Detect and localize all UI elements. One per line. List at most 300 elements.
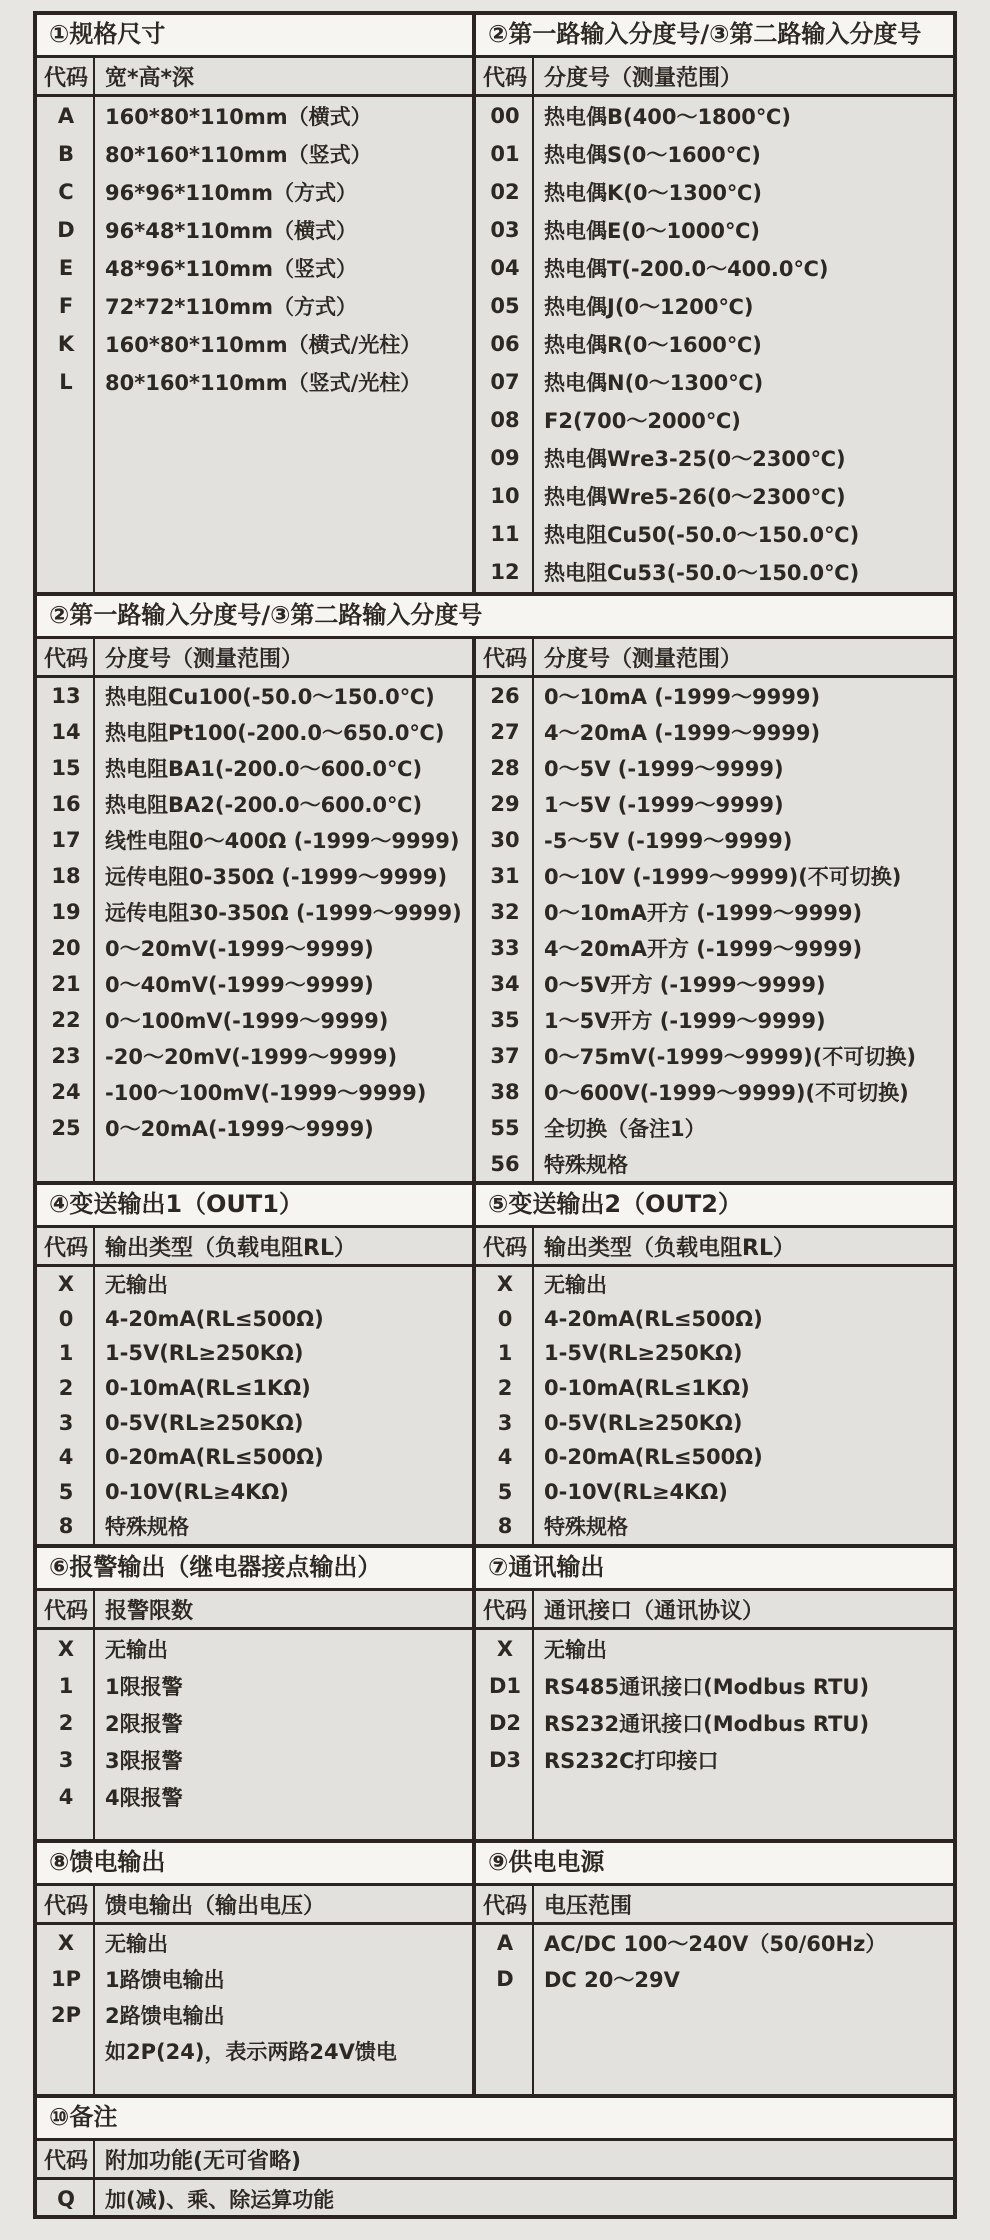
desc-cell: 热电偶J(0～1200℃) — [544, 295, 754, 319]
desc-cell: 热电偶K(0～1300℃) — [544, 181, 762, 205]
code-cell: 27 — [490, 720, 520, 744]
code-cell: 13 — [51, 684, 81, 708]
code-cell: X — [496, 1636, 514, 1661]
code-cell: 8 — [497, 1514, 513, 1539]
code-cell: 4 — [58, 1784, 74, 1809]
col-header-code: 代码 — [43, 1598, 88, 1624]
section-input-mid-right — [472, 639, 953, 1181]
block-alarm-and-comm — [37, 1544, 953, 1839]
desc-cell: 无输出 — [105, 1932, 168, 1956]
desc-cell: 72*72*110mm（方式） — [105, 295, 358, 319]
desc-cell: RS485通讯接口(Modbus RTU) — [544, 1674, 870, 1699]
code-cell: 21 — [51, 972, 81, 996]
desc-cell: 热电阻BA2(-200.0～600.0℃) — [105, 793, 423, 817]
col-header-code: 代码 — [43, 1235, 88, 1261]
desc-cell: 热电阻Pt100(-200.0～650.0℃) — [105, 721, 445, 745]
col-header-desc: 宽*高*深 — [105, 65, 195, 91]
section-alarm — [37, 1548, 472, 1839]
input-mid-left-table — [37, 639, 472, 1181]
table-row — [37, 1925, 472, 1961]
table-row — [476, 439, 953, 477]
desc-cell: 特殊规格 — [105, 1515, 189, 1540]
section-out1-title: ④变送输出1（OUT1） — [37, 1185, 472, 1228]
table-row — [476, 1110, 953, 1146]
code-cell: 34 — [490, 972, 520, 996]
table-row — [37, 1371, 472, 1406]
desc-cell: 无输出 — [544, 1273, 607, 1298]
section-power — [472, 1843, 953, 2094]
section-out2-title: ⑤变送输出2（OUT2） — [476, 1185, 953, 1228]
col-header-code: 代码 — [43, 1893, 88, 1919]
desc-cell: 0～10V (-1999～9999)(不可切换) — [544, 865, 902, 889]
table-row — [37, 1475, 472, 1510]
code-cell: 14 — [51, 720, 81, 744]
table-row — [476, 1302, 953, 1337]
code-cell: 2 — [58, 1376, 74, 1401]
table-row — [476, 363, 953, 401]
table-row — [37, 678, 472, 714]
table-row — [476, 1038, 953, 1074]
table-body — [37, 2180, 953, 2215]
desc-cell: AC/DC 100～240V（50/60Hz） — [544, 1932, 887, 1956]
desc-cell: 0～40mV(-1999～9999) — [105, 973, 374, 997]
code-cell: Q — [57, 2187, 75, 2211]
desc-cell: 无输出 — [105, 1273, 168, 1298]
section-feed-title: ⑧馈电输出 — [37, 1843, 472, 1886]
table-header — [476, 1591, 953, 1630]
col-header-code: 代码 — [482, 1598, 527, 1624]
block-feed-and-power — [37, 1839, 953, 2094]
code-cell: D3 — [488, 1747, 522, 1772]
desc-cell: 远传电阻0-350Ω (-1999～9999) — [105, 865, 448, 889]
code-cell: 31 — [490, 864, 520, 888]
desc-cell: 如2P(24)，表示两路24V馈电 — [105, 2040, 397, 2064]
code-cell: 15 — [51, 756, 81, 780]
table-body — [37, 1630, 472, 1839]
code-cell: 1P — [50, 1967, 81, 1991]
code-cell: 35 — [490, 1008, 520, 1032]
desc-cell: 1-5V(RL≥250KΩ) — [544, 1341, 743, 1366]
table-row — [37, 325, 472, 363]
code-cell: C — [58, 180, 74, 204]
section-alarm-title: ⑥报警输出（继电器接点输出） — [37, 1548, 472, 1591]
table-body — [476, 1630, 953, 1839]
desc-cell: 热电偶Wre3-25(0～2300℃) — [544, 447, 846, 471]
table-row — [37, 1440, 472, 1475]
code-cell: 07 — [490, 370, 520, 394]
code-cell: E — [58, 256, 74, 280]
desc-cell: 0～75mV(-1999～9999)(不可切换) — [544, 1045, 916, 1069]
table-row — [37, 1741, 472, 1778]
col-header-code: 代码 — [43, 646, 88, 672]
ordering-code-sheet — [33, 11, 957, 2219]
table-header — [37, 1591, 472, 1630]
table-body — [37, 1267, 472, 1544]
section-spec — [37, 15, 472, 592]
desc-cell: 全切换（备注1） — [544, 1117, 706, 1141]
feed-table — [37, 1886, 472, 2094]
table-row — [476, 211, 953, 249]
section-notes-title: ⑩备注 — [37, 2098, 953, 2141]
table-row — [37, 1997, 472, 2033]
code-cell: 23 — [51, 1044, 81, 1068]
table-row — [37, 930, 472, 966]
code-cell: X — [57, 1272, 75, 1297]
desc-cell: 热电偶E(0～1000℃) — [544, 219, 761, 243]
desc-cell: 热电偶T(-200.0～400.0℃) — [544, 257, 829, 281]
table-row — [37, 1002, 472, 1038]
table-header — [476, 58, 953, 97]
desc-cell: 80*160*110mm（竖式/光柱） — [105, 371, 422, 395]
table-header — [37, 1228, 472, 1267]
table-header — [37, 2141, 953, 2180]
table-row — [476, 930, 953, 966]
desc-cell: 2限报警 — [105, 1711, 183, 1736]
block-input-continued — [37, 592, 953, 1181]
desc-cell: 2路馈电输出 — [105, 2004, 225, 2028]
code-cell: L — [59, 370, 73, 394]
table-row — [476, 858, 953, 894]
desc-cell: 热电阻Cu50(-50.0～150.0℃) — [544, 523, 860, 547]
section-out1 — [37, 1185, 472, 1544]
code-cell: 04 — [490, 256, 520, 280]
table-row — [37, 1267, 472, 1302]
table-row — [476, 966, 953, 1002]
power-table — [476, 1886, 953, 2094]
table-header — [37, 1886, 472, 1925]
table-header — [37, 58, 472, 97]
desc-cell: 热电阻BA1(-200.0～600.0℃) — [105, 757, 423, 781]
code-cell: D2 — [488, 1710, 522, 1735]
table-row — [476, 1405, 953, 1440]
code-cell: 32 — [490, 900, 520, 924]
code-cell: 01 — [490, 142, 520, 166]
table-row — [37, 894, 472, 930]
table-row — [476, 325, 953, 363]
desc-cell: 0～5V开方 (-1999～9999) — [544, 973, 826, 997]
table-row — [476, 1146, 953, 1181]
table-row — [476, 894, 953, 930]
col-header-desc: 报警限数 — [105, 1598, 194, 1624]
section-power-title: ⑨供电电源 — [476, 1843, 953, 1886]
code-cell: X — [496, 1272, 514, 1297]
table-row — [37, 1110, 472, 1146]
table-row — [476, 1002, 953, 1038]
desc-cell: 3限报警 — [105, 1748, 183, 1773]
section-out2 — [472, 1185, 953, 1544]
table-row — [476, 678, 953, 714]
code-cell: 38 — [490, 1080, 520, 1104]
code-cell: 02 — [490, 180, 520, 204]
table-header — [37, 639, 472, 678]
table-body — [476, 97, 953, 592]
desc-cell: 0-10V(RL≥4KΩ) — [105, 1479, 289, 1504]
code-cell: 1 — [497, 1341, 513, 1366]
table-row — [476, 1509, 953, 1544]
code-cell: 56 — [490, 1152, 520, 1176]
table-row — [37, 2180, 953, 2215]
out2-table — [476, 1228, 953, 1544]
section-spec-table — [37, 58, 472, 592]
table-row — [476, 1630, 953, 1667]
alarm-table — [37, 1591, 472, 1839]
code-cell: 33 — [490, 936, 520, 960]
table-row — [37, 1405, 472, 1440]
col-header-desc: 附加功能(无可省略) — [105, 2148, 302, 2174]
table-body — [37, 97, 472, 592]
table-row — [476, 786, 953, 822]
code-cell: 25 — [51, 1116, 81, 1140]
desc-cell: RS232通讯接口(Modbus RTU) — [544, 1711, 870, 1736]
desc-cell: 热电偶N(0～1300℃) — [544, 371, 764, 395]
code-cell: D — [57, 218, 75, 242]
desc-cell: 160*80*110mm（横式） — [105, 105, 372, 129]
desc-cell: 线性电阻0～400Ω (-1999～9999) — [105, 829, 460, 853]
desc-cell: 4～20mA开方 (-1999～9999) — [544, 937, 863, 961]
desc-cell: 0-5V(RL≥250KΩ) — [105, 1410, 304, 1435]
col-header-desc: 通讯接口（通讯协议） — [544, 1598, 765, 1624]
table-row — [37, 786, 472, 822]
table-header — [476, 1228, 953, 1267]
code-cell: 8 — [58, 1514, 74, 1539]
table-row — [476, 1704, 953, 1741]
desc-cell: 1～5V (-1999～9999) — [544, 793, 784, 817]
table-row — [37, 750, 472, 786]
desc-cell: -20～20mV(-1999～9999) — [105, 1045, 398, 1069]
col-header-desc: 分度号（测量范围） — [544, 646, 743, 672]
section-input-top — [472, 15, 953, 592]
desc-cell: 0～5V (-1999～9999) — [544, 757, 784, 781]
code-cell: 09 — [490, 446, 520, 470]
desc-cell: 1～5V开方 (-1999～9999) — [544, 1009, 826, 1033]
table-row — [37, 822, 472, 858]
out1-table — [37, 1228, 472, 1544]
code-cell: A — [496, 1931, 514, 1955]
col-header-code: 代码 — [482, 646, 527, 672]
table-row — [37, 211, 472, 249]
col-header-code: 代码 — [482, 65, 527, 91]
table-row — [37, 363, 472, 401]
table-row — [476, 1475, 953, 1510]
table-body — [476, 1267, 953, 1544]
desc-cell: 0～600V(-1999～9999)(不可切换) — [544, 1081, 909, 1105]
desc-cell: 1路馈电输出 — [105, 1968, 225, 1992]
code-cell: 0 — [58, 1306, 74, 1331]
code-cell: 4 — [497, 1445, 513, 1470]
table-row — [476, 135, 953, 173]
desc-cell: 热电偶R(0～1600℃) — [544, 333, 762, 357]
block-spec-and-input — [37, 15, 953, 592]
code-cell: B — [57, 142, 74, 166]
code-cell: 5 — [497, 1479, 513, 1504]
table-row — [476, 1667, 953, 1704]
desc-cell: 热电阻Cu53(-50.0～150.0℃) — [544, 561, 860, 585]
table-row — [476, 714, 953, 750]
comm-table — [476, 1591, 953, 1839]
table-row — [476, 173, 953, 211]
table-body — [37, 678, 472, 1181]
code-cell: F — [58, 294, 74, 318]
desc-cell: 特殊规格 — [544, 1153, 628, 1177]
desc-cell: 0～100mV(-1999～9999) — [105, 1009, 389, 1033]
code-cell: 03 — [490, 218, 520, 242]
table-row — [37, 1704, 472, 1741]
desc-cell: 1-5V(RL≥250KΩ) — [105, 1341, 304, 1366]
code-cell: 4 — [58, 1445, 74, 1470]
desc-cell: 0-10mA(RL≤1KΩ) — [105, 1376, 311, 1401]
table-row — [37, 1038, 472, 1074]
code-cell: 37 — [490, 1044, 520, 1068]
desc-cell: -100～100mV(-1999～9999) — [105, 1081, 427, 1105]
table-body — [476, 678, 953, 1181]
table-row — [476, 477, 953, 515]
table-row — [476, 1074, 953, 1110]
code-cell: 2 — [497, 1376, 513, 1401]
code-cell: 1 — [58, 1673, 74, 1698]
table-row — [476, 515, 953, 553]
col-header-desc: 电压范围 — [544, 1893, 633, 1919]
table-row — [37, 1667, 472, 1704]
code-cell: X — [57, 1636, 75, 1661]
input-mid-right-table — [476, 639, 953, 1181]
desc-cell: 0～10mA开方 (-1999～9999) — [544, 901, 863, 925]
code-cell: 22 — [51, 1008, 81, 1032]
table-row — [37, 966, 472, 1002]
desc-cell: 4～20mA (-1999～9999) — [544, 721, 821, 745]
table-row — [476, 1961, 953, 1997]
desc-cell: 无输出 — [544, 1637, 607, 1662]
table-header — [476, 639, 953, 678]
desc-cell: 特殊规格 — [544, 1515, 628, 1540]
table-row — [476, 401, 953, 439]
code-cell: 2P — [50, 2003, 81, 2027]
desc-cell: 热电偶Wre5-26(0～2300℃) — [544, 485, 846, 509]
code-cell: 17 — [51, 828, 81, 852]
desc-cell: 热电偶B(400～1800℃) — [544, 105, 791, 129]
table-row — [37, 1302, 472, 1337]
section-spec-title: ①规格尺寸 — [37, 15, 472, 58]
desc-cell: -5～5V (-1999～9999) — [544, 829, 793, 853]
col-header-code: 代码 — [482, 1893, 527, 1919]
desc-cell: 1限报警 — [105, 1674, 183, 1699]
table-row — [37, 1074, 472, 1110]
code-cell: 5 — [58, 1479, 74, 1504]
code-cell: 19 — [51, 900, 81, 924]
section-feed — [37, 1843, 472, 2094]
desc-cell: 加(减)、乘、除运算功能 — [105, 2188, 335, 2212]
desc-cell: 160*80*110mm（横式/光柱） — [105, 333, 422, 357]
col-header-code: 代码 — [482, 1235, 527, 1261]
code-cell: 3 — [497, 1410, 513, 1435]
table-row — [37, 287, 472, 325]
desc-cell: 96*48*110mm（横式） — [105, 219, 358, 243]
code-cell: A — [57, 104, 75, 128]
desc-cell: 热电阻Cu100(-50.0～150.0℃) — [105, 685, 435, 709]
table-row — [476, 97, 953, 135]
desc-cell: 无输出 — [105, 1637, 168, 1662]
desc-cell: 0～20mV(-1999～9999) — [105, 937, 374, 961]
code-cell: D — [496, 1967, 514, 1991]
table-row — [37, 1336, 472, 1371]
code-cell: X — [57, 1931, 75, 1955]
table-row — [476, 249, 953, 287]
code-cell: 05 — [490, 294, 520, 318]
desc-cell: 4-20mA(RL≤500Ω) — [105, 1306, 324, 1331]
code-cell: 10 — [490, 484, 520, 508]
code-cell: D1 — [488, 1673, 522, 1698]
code-cell: 26 — [490, 684, 520, 708]
col-header-desc: 输出类型（负载电阻RL） — [105, 1235, 356, 1261]
col-header-code: 代码 — [43, 2148, 88, 2174]
table-row — [476, 1267, 953, 1302]
table-row — [476, 1336, 953, 1371]
desc-cell: 48*96*110mm（竖式） — [105, 257, 358, 281]
section-input-mid-left — [37, 639, 472, 1181]
table-row — [37, 97, 472, 135]
desc-cell: DC 20～29V — [544, 1968, 680, 1992]
col-header-code: 代码 — [43, 65, 88, 91]
table-row — [476, 1440, 953, 1475]
code-cell: 24 — [51, 1080, 81, 1104]
desc-cell: F2(700～2000℃) — [544, 409, 741, 433]
code-cell: 3 — [58, 1410, 74, 1435]
table-row — [37, 1509, 472, 1544]
table-body — [37, 1925, 472, 2094]
table-row — [37, 714, 472, 750]
table-row — [476, 1925, 953, 1961]
notes-table — [37, 2141, 953, 2215]
desc-cell: 80*160*110mm（竖式） — [105, 143, 372, 167]
col-header-desc: 输出类型（负载电阻RL） — [544, 1235, 795, 1261]
desc-cell: 0～10mA (-1999～9999) — [544, 685, 821, 709]
block-notes — [37, 2094, 953, 2215]
code-cell: 28 — [490, 756, 520, 780]
section-comm — [472, 1548, 953, 1839]
block-transmit-outputs — [37, 1181, 953, 1544]
table-row — [476, 1371, 953, 1406]
code-cell: 30 — [490, 828, 520, 852]
table-row — [476, 1741, 953, 1778]
code-cell: 20 — [51, 936, 81, 960]
table-row — [37, 2033, 472, 2069]
code-cell: 11 — [490, 522, 520, 546]
desc-cell: 0-5V(RL≥250KΩ) — [544, 1410, 743, 1435]
desc-cell: 远传电阻30-350Ω (-1999～9999) — [105, 901, 462, 925]
code-cell: 06 — [490, 332, 520, 356]
table-row — [476, 287, 953, 325]
code-cell: 16 — [51, 792, 81, 816]
table-row — [476, 553, 953, 591]
code-cell: 3 — [58, 1747, 74, 1772]
desc-cell: 0-10V(RL≥4KΩ) — [544, 1479, 728, 1504]
section-input-top-title: ②第一路输入分度号/③第二路输入分度号 — [476, 15, 953, 58]
code-cell: 18 — [51, 864, 81, 888]
code-cell: K — [57, 332, 75, 356]
desc-cell: 0-10mA(RL≤1KΩ) — [544, 1376, 750, 1401]
section-input-top-table — [476, 58, 953, 592]
code-cell: 1 — [58, 1341, 74, 1366]
desc-cell: 0-20mA(RL≤500Ω) — [544, 1445, 763, 1470]
table-row — [37, 173, 472, 211]
desc-cell: 96*96*110mm（方式） — [105, 181, 358, 205]
col-header-desc: 分度号（测量范围） — [544, 65, 743, 91]
table-row — [37, 249, 472, 287]
code-cell: 0 — [497, 1306, 513, 1331]
table-row — [476, 750, 953, 786]
code-cell: 00 — [490, 104, 520, 128]
table-row — [37, 1630, 472, 1667]
desc-cell: RS232C打印接口 — [544, 1748, 719, 1773]
